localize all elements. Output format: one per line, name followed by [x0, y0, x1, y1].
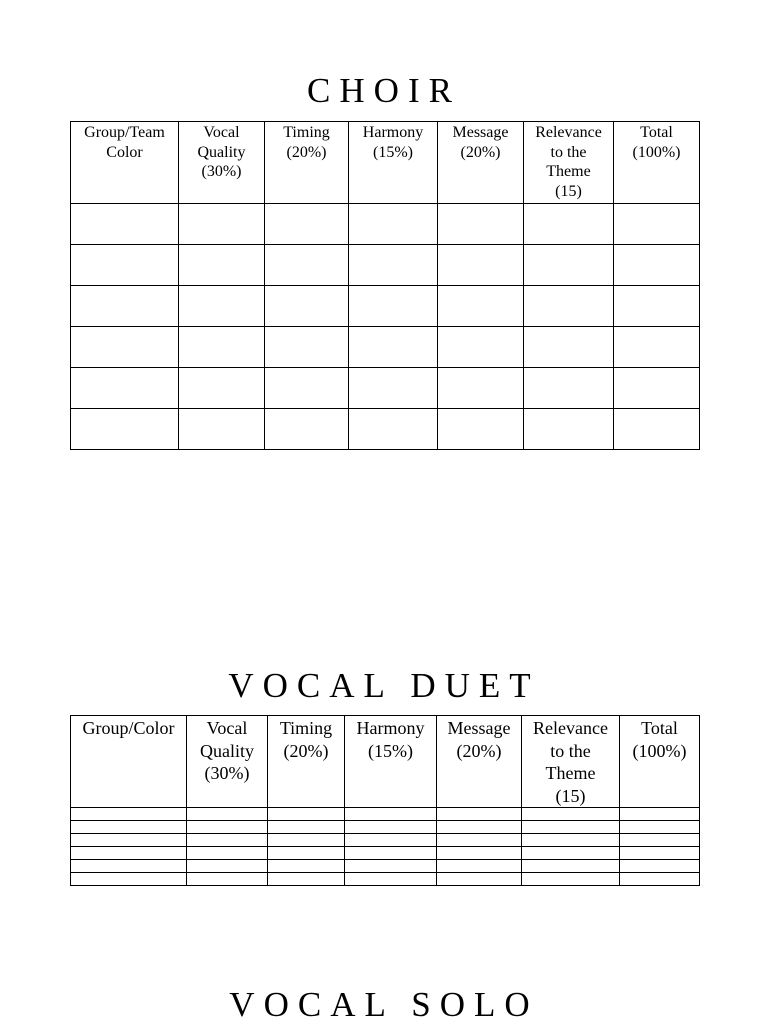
score-cell[interactable] — [345, 860, 437, 873]
table-row — [71, 834, 700, 847]
column-header-group: Group/Team Color — [71, 122, 179, 204]
score-cell[interactable] — [268, 821, 345, 834]
column-header-relevance: Relevance to the Theme (15) — [524, 122, 614, 204]
column-header-relevance: Relevance to the Theme (15) — [522, 716, 620, 808]
score-cell[interactable] — [265, 409, 349, 450]
score-cell[interactable] — [187, 808, 268, 821]
score-cell[interactable] — [524, 204, 614, 245]
score-cell[interactable] — [438, 327, 524, 368]
table-row — [71, 873, 700, 886]
table-row — [71, 847, 700, 860]
table-row — [71, 821, 700, 834]
score-cell[interactable] — [438, 204, 524, 245]
score-cell[interactable] — [268, 860, 345, 873]
score-cell[interactable] — [71, 409, 179, 450]
score-cell[interactable] — [71, 245, 179, 286]
column-header-harmony: Harmony (15%) — [345, 716, 437, 808]
score-cell[interactable] — [438, 409, 524, 450]
score-cell[interactable] — [620, 808, 700, 821]
score-cell[interactable] — [522, 873, 620, 886]
score-cell[interactable] — [187, 860, 268, 873]
table-row — [71, 808, 700, 821]
column-header-harmony: Harmony (15%) — [349, 122, 438, 204]
column-header-total: Total (100%) — [614, 122, 700, 204]
score-cell[interactable] — [179, 204, 265, 245]
column-header-vocal-quality: Vocal Quality (30%) — [187, 716, 268, 808]
score-cell[interactable] — [438, 245, 524, 286]
score-cell[interactable] — [71, 834, 187, 847]
score-cell[interactable] — [71, 873, 187, 886]
score-cell[interactable] — [437, 834, 522, 847]
score-cell[interactable] — [71, 860, 187, 873]
score-cell[interactable] — [614, 204, 700, 245]
score-cell[interactable] — [268, 808, 345, 821]
score-cell[interactable] — [349, 327, 438, 368]
score-cell[interactable] — [524, 409, 614, 450]
column-header-vocal-quality: Vocal Quality (30%) — [179, 122, 265, 204]
score-cell[interactable] — [437, 808, 522, 821]
choir-title: CHOIR — [307, 71, 461, 110]
score-cell[interactable] — [71, 286, 179, 327]
score-cell[interactable] — [522, 821, 620, 834]
column-header-group: Group/Color — [71, 716, 187, 808]
score-cell[interactable] — [614, 327, 700, 368]
score-cell[interactable] — [179, 327, 265, 368]
score-cell[interactable] — [524, 286, 614, 327]
column-header-message: Message (20%) — [438, 122, 524, 204]
column-header-timing: Timing (20%) — [268, 716, 345, 808]
score-cell[interactable] — [437, 873, 522, 886]
score-cell[interactable] — [179, 409, 265, 450]
score-cell[interactable] — [522, 847, 620, 860]
score-cell[interactable] — [437, 821, 522, 834]
score-cell[interactable] — [71, 327, 179, 368]
score-cell[interactable] — [187, 834, 268, 847]
score-cell[interactable] — [345, 834, 437, 847]
table-header-row — [71, 122, 700, 204]
score-cell[interactable] — [614, 368, 700, 409]
score-cell[interactable] — [71, 847, 187, 860]
score-cell[interactable] — [620, 847, 700, 860]
score-cell[interactable] — [345, 873, 437, 886]
score-cell[interactable] — [522, 834, 620, 847]
score-cell[interactable] — [349, 368, 438, 409]
score-cell[interactable] — [620, 860, 700, 873]
solo-title: VOCAL SOLO — [229, 985, 539, 1024]
column-header-message: Message (20%) — [437, 716, 522, 808]
score-cell[interactable] — [438, 368, 524, 409]
table-row — [71, 409, 700, 450]
column-header-total: Total (100%) — [620, 716, 700, 808]
table-row — [71, 860, 700, 873]
choir-score-table — [70, 121, 700, 450]
score-cell[interactable] — [345, 821, 437, 834]
score-cell[interactable] — [187, 821, 268, 834]
score-cell[interactable] — [524, 368, 614, 409]
score-cell[interactable] — [345, 808, 437, 821]
score-cell[interactable] — [265, 286, 349, 327]
table-row — [71, 286, 700, 327]
score-cell[interactable] — [349, 204, 438, 245]
score-cell[interactable] — [437, 860, 522, 873]
table-row — [71, 245, 700, 286]
score-cell[interactable] — [620, 873, 700, 886]
score-cell[interactable] — [614, 286, 700, 327]
score-cell[interactable] — [349, 245, 438, 286]
score-cell[interactable] — [522, 860, 620, 873]
score-cell[interactable] — [349, 286, 438, 327]
score-cell[interactable] — [524, 245, 614, 286]
score-cell[interactable] — [71, 808, 187, 821]
score-cell[interactable] — [620, 834, 700, 847]
score-cell[interactable] — [179, 286, 265, 327]
score-cell[interactable] — [265, 327, 349, 368]
score-cell[interactable] — [438, 286, 524, 327]
score-cell[interactable] — [187, 873, 268, 886]
table-header-row — [71, 716, 700, 808]
score-cell[interactable] — [614, 245, 700, 286]
score-cell[interactable] — [265, 245, 349, 286]
score-cell[interactable] — [71, 821, 187, 834]
score-cell[interactable] — [268, 834, 345, 847]
score-cell[interactable] — [71, 204, 179, 245]
table-row — [71, 368, 700, 409]
score-cell[interactable] — [522, 808, 620, 821]
score-cell[interactable] — [345, 847, 437, 860]
score-cell[interactable] — [265, 204, 349, 245]
duet-score-table — [70, 715, 700, 886]
score-cell[interactable] — [614, 409, 700, 450]
table-row — [71, 327, 700, 368]
score-cell[interactable] — [71, 368, 179, 409]
column-header-timing: Timing (20%) — [265, 122, 349, 204]
score-cell[interactable] — [179, 368, 265, 409]
table-row — [71, 204, 700, 245]
score-cell[interactable] — [179, 245, 265, 286]
score-cell[interactable] — [268, 847, 345, 860]
duet-title: VOCAL DUET — [228, 666, 540, 705]
score-cell[interactable] — [524, 327, 614, 368]
score-cell[interactable] — [620, 821, 700, 834]
score-cell[interactable] — [265, 368, 349, 409]
score-cell[interactable] — [437, 847, 522, 860]
score-cell[interactable] — [187, 847, 268, 860]
score-cell[interactable] — [268, 873, 345, 886]
score-cell[interactable] — [349, 409, 438, 450]
